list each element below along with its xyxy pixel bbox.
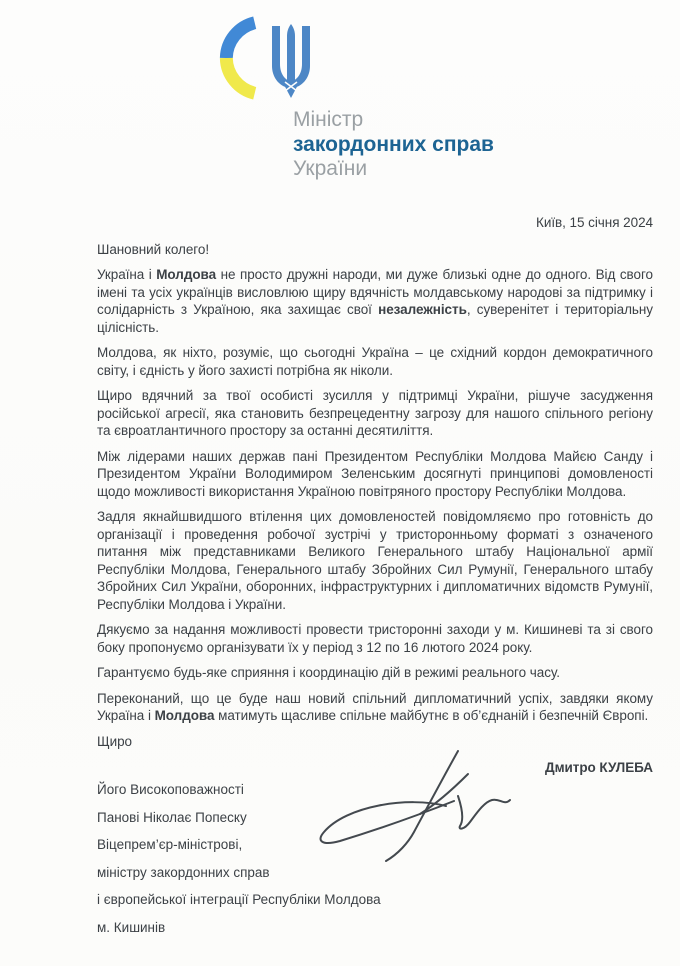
greeting: Шановний колего! — [97, 241, 210, 257]
addressee-honorific: Його Високоповажності — [97, 782, 244, 797]
paragraph-presidents-agreement: Між лідерами наших держав пані Президентом Республіки Молдова Майєю Санду і Президентом України Володимиром Зеленським досягнуті принципові домовленості щодо можливості використання Україною повітряного простору Республіки Молдова. — [97, 448, 653, 499]
logo-line-ukraine: України — [293, 157, 368, 180]
signer-name: Дмитро КУЛЕБА — [545, 760, 653, 775]
paragraph-chisinau-dates: Дякуємо за надання можливості провести тристоронні заходи у м. Кишиневі та зі свого боку пропонуємо організувати їх у період з 12 по 16 лютого 2024 року. — [97, 622, 653, 655]
paragraph-trilateral-meeting: Задля якнайшвидшого втілення цих домовленостей повідомляємо про готовність до організації і проведення робочої зустрічі у тристоронньому форматі з означеного питання між представниками Великого Генерального штабу Національної армії Республіки Молдова, Генерального штабу Збройних Сил Румунії, Генерального штабу Збройних Сил України, оборонних, інфраструктурних і дипломатичних відомств Румунії, Республіки Молдова і України. — [97, 509, 653, 612]
paragraph-gratitude: Щиро вдячний за твої особисті зусилля у підтримці України, рішуче засудження російської агресії, яка становить безпрецедентну загрозу для нашого спільного регіону та євроатлантичного простору за останні десятиліття. — [97, 388, 653, 438]
addressee-title-1: Віцепрем’єр-міністрові, — [97, 837, 243, 852]
date-line: Київ, 15 січня 2024 — [536, 215, 653, 230]
paragraph-shared-future: Переконаний, що це буде наш новий спільний дипломатичний успіх, завдяки якому Україна і Молдова матимуть щасливе спільне майбутнє в об’єднаній і безпечній Європі. — [97, 690, 653, 723]
addressee-title-2: міністру закордонних справ — [97, 864, 270, 880]
logo — [216, 12, 494, 105]
logo-line-minister: Міністр — [293, 108, 364, 131]
addressee-block — [97, 776, 381, 941]
trident-emblem-icon — [268, 24, 314, 98]
paragraph-friendship: Україна і Молдова не просто дружні народи, ми дуже близькі одне до одного. Від свого імені та усіх українців висловлюю щиру вдячність молдавському народові за підтримку і солідарність з Україною, яка захищає свої незалежність, суверенітет і територіальну цілісність. — [97, 267, 653, 335]
logo-wordmark — [293, 108, 494, 182]
addressee-city: м. Кишинів — [97, 919, 166, 935]
closing-word: Щиро — [97, 733, 133, 749]
logo-line-foreign-affairs: закордонних справ — [293, 132, 494, 156]
paragraph-eastern-border: Молдова, як ніхто, розуміє, що сьогодні Україна – це східний кордон демократичного світу, і єдність у його захисті потрібна як ніколи. — [97, 345, 653, 378]
letter-body — [97, 214, 653, 777]
paragraph-coordination: Гарантуємо будь-яке сприяння і координацію дій в режимі реального часу. — [97, 665, 560, 680]
flag-crescent-icon — [216, 12, 259, 104]
addressee-title-3: і європейської інтеграції Республіки Молдова — [97, 892, 381, 907]
letterhead — [216, 12, 494, 182]
addressee-name: Панові Ніколає Попеску — [97, 809, 247, 825]
